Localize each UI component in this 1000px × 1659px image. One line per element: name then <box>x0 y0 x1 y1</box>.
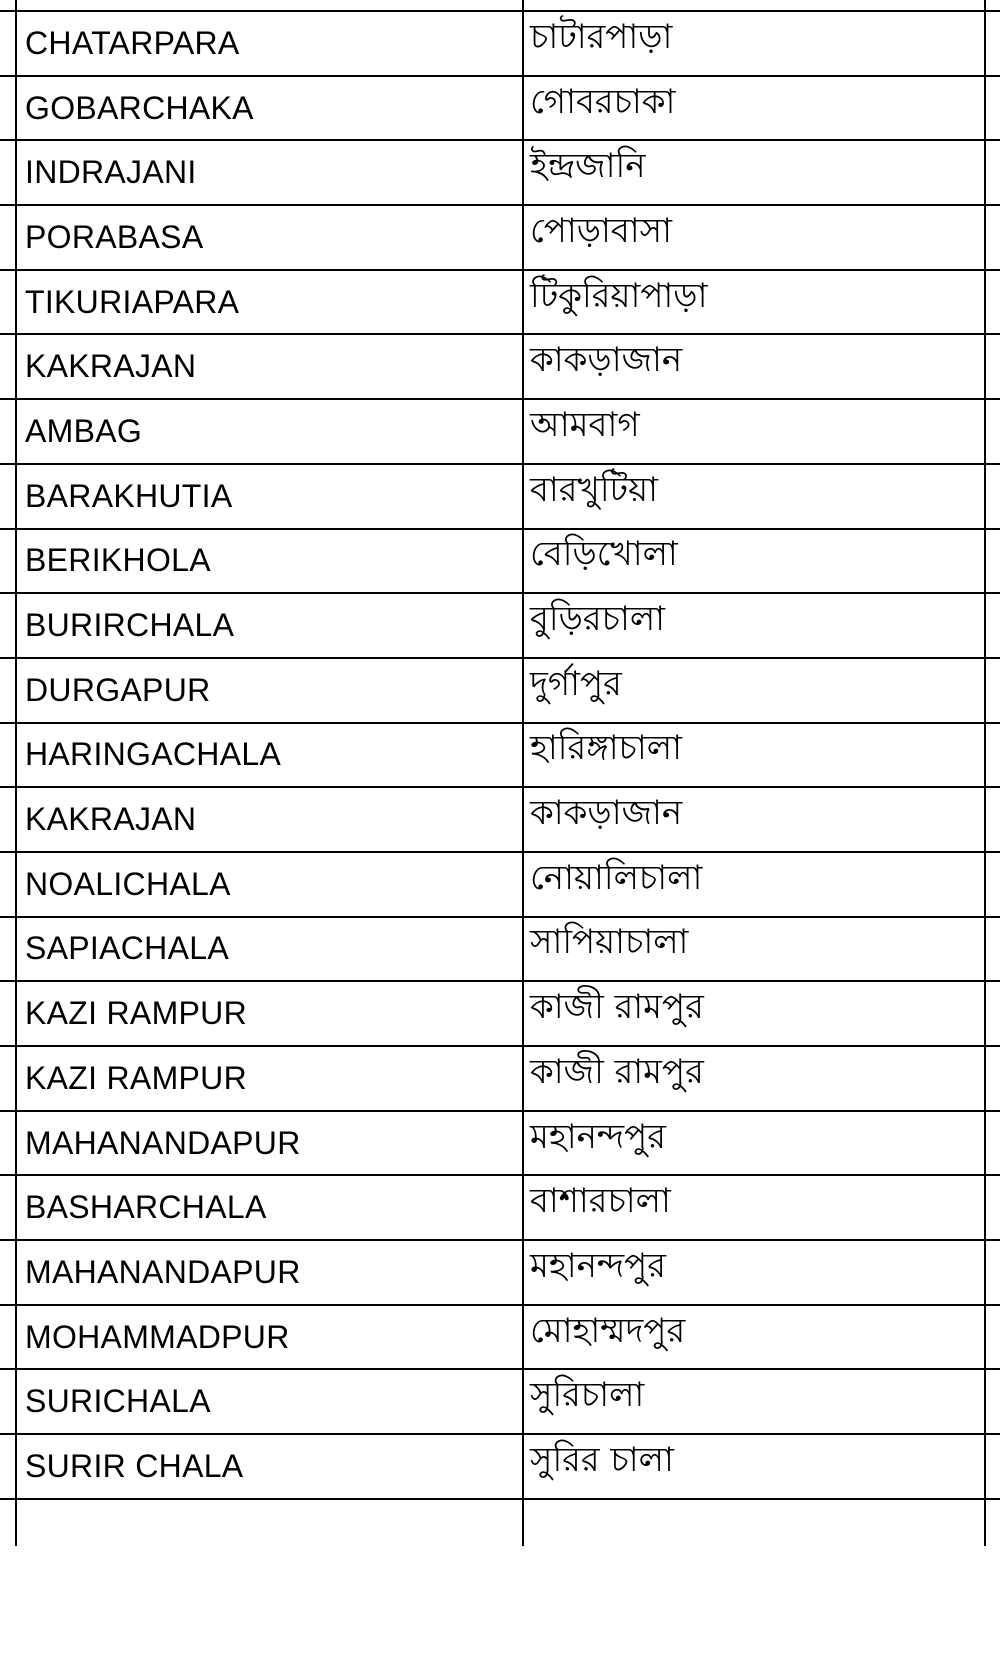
table-row <box>0 659 1000 724</box>
bengali-name-cell: কাকড়াজান <box>530 793 683 834</box>
table-row <box>0 1112 1000 1177</box>
english-name-cell: KAKRAJAN <box>25 801 197 838</box>
english-name-cell: SURICHALA <box>25 1383 211 1420</box>
english-name-cell: INDRAJANI <box>25 154 197 191</box>
bengali-name-cell: ইন্দ্রজানি <box>530 146 646 187</box>
english-name-cell: AMBAG <box>25 412 143 449</box>
english-name-cell: DURGAPUR <box>25 671 211 708</box>
table-row <box>0 271 1000 336</box>
bengali-name-cell: বুড়িরচালা <box>530 599 666 640</box>
english-name-cell: KAZI RAMPUR <box>25 1059 247 1096</box>
english-name-cell: BARAKHUTIA <box>25 477 233 514</box>
table-row <box>0 77 1000 142</box>
bengali-name-cell: পোড়াবাসা <box>530 210 672 251</box>
english-name-cell: MAHANANDAPUR <box>25 1253 301 1290</box>
english-name-cell: KAKRAJAN <box>25 348 197 385</box>
bengali-name-cell: বারখুটিয়া <box>530 469 658 510</box>
table-row <box>0 141 1000 206</box>
table-row <box>0 400 1000 465</box>
bengali-name-cell: কাকড়াজান <box>530 340 683 381</box>
english-name-cell: SAPIACHALA <box>25 930 229 967</box>
bengali-name-cell: মোহাম্মদপুর <box>530 1310 686 1351</box>
bengali-name-cell: চাটারপাড়া <box>530 16 673 57</box>
bengali-name-cell: বেড়িখোলা <box>530 534 678 575</box>
table-row <box>0 1306 1000 1371</box>
bengali-name-cell: দুর্গাপুর <box>530 663 622 704</box>
english-name-cell: BURIRCHALA <box>25 607 235 644</box>
english-name-cell: BASHARCHALA <box>25 1189 267 1226</box>
bengali-name-cell: কাজী রামপুর <box>530 1051 704 1092</box>
table-row <box>0 982 1000 1047</box>
bengali-name-cell: আমবাগ <box>530 404 640 445</box>
table-row <box>0 530 1000 595</box>
bengali-name-cell: হারিঙ্গাচালা <box>530 728 682 769</box>
bengali-name-cell: সাপিয়াচালা <box>530 922 689 963</box>
table-row <box>0 1435 1000 1500</box>
table-body <box>0 12 1000 1500</box>
english-name-cell: SURIR CHALA <box>25 1447 244 1484</box>
table-row <box>0 12 1000 77</box>
table-row <box>0 335 1000 400</box>
table-row <box>0 594 1000 659</box>
bengali-name-cell: সুরির চালা <box>530 1439 674 1480</box>
english-name-cell: HARINGACHALA <box>25 736 282 773</box>
table-row <box>0 465 1000 530</box>
table-row <box>0 1047 1000 1112</box>
bengali-name-cell: টিকুরিয়াপাড়া <box>530 275 708 316</box>
bengali-name-cell: নোয়ালিচালা <box>530 857 703 898</box>
column-divider-left <box>15 0 17 1546</box>
english-name-cell: TIKURIAPARA <box>25 283 240 320</box>
english-name-cell: CHATARPARA <box>25 24 240 61</box>
english-name-cell: PORABASA <box>25 218 204 255</box>
bengali-name-cell: মহানন্দপুর <box>530 1245 666 1286</box>
table-row <box>0 1370 1000 1435</box>
bengali-name-cell: মহানন্দপুর <box>530 1116 666 1157</box>
column-divider-right <box>984 0 986 1546</box>
table-row <box>0 918 1000 983</box>
english-name-cell: MAHANANDAPUR <box>25 1124 301 1161</box>
english-name-cell: NOALICHALA <box>25 865 231 902</box>
bengali-name-cell: বাশারচালা <box>530 1181 671 1222</box>
english-name-cell: GOBARCHAKA <box>25 89 254 126</box>
bengali-name-cell: সুরিচালা <box>530 1375 645 1416</box>
table-row <box>0 1241 1000 1306</box>
table-row <box>0 788 1000 853</box>
table-row <box>0 206 1000 271</box>
table-row <box>0 853 1000 918</box>
table-row <box>0 724 1000 789</box>
bengali-name-cell: কাজী রামপুর <box>530 987 704 1028</box>
english-name-cell: BERIKHOLA <box>25 542 211 579</box>
english-name-cell: KAZI RAMPUR <box>25 995 247 1032</box>
table-row <box>0 1176 1000 1241</box>
column-divider-middle <box>522 0 524 1546</box>
bengali-name-cell: গোবরচাকা <box>530 81 676 122</box>
english-name-cell: MOHAMMADPUR <box>25 1318 290 1355</box>
